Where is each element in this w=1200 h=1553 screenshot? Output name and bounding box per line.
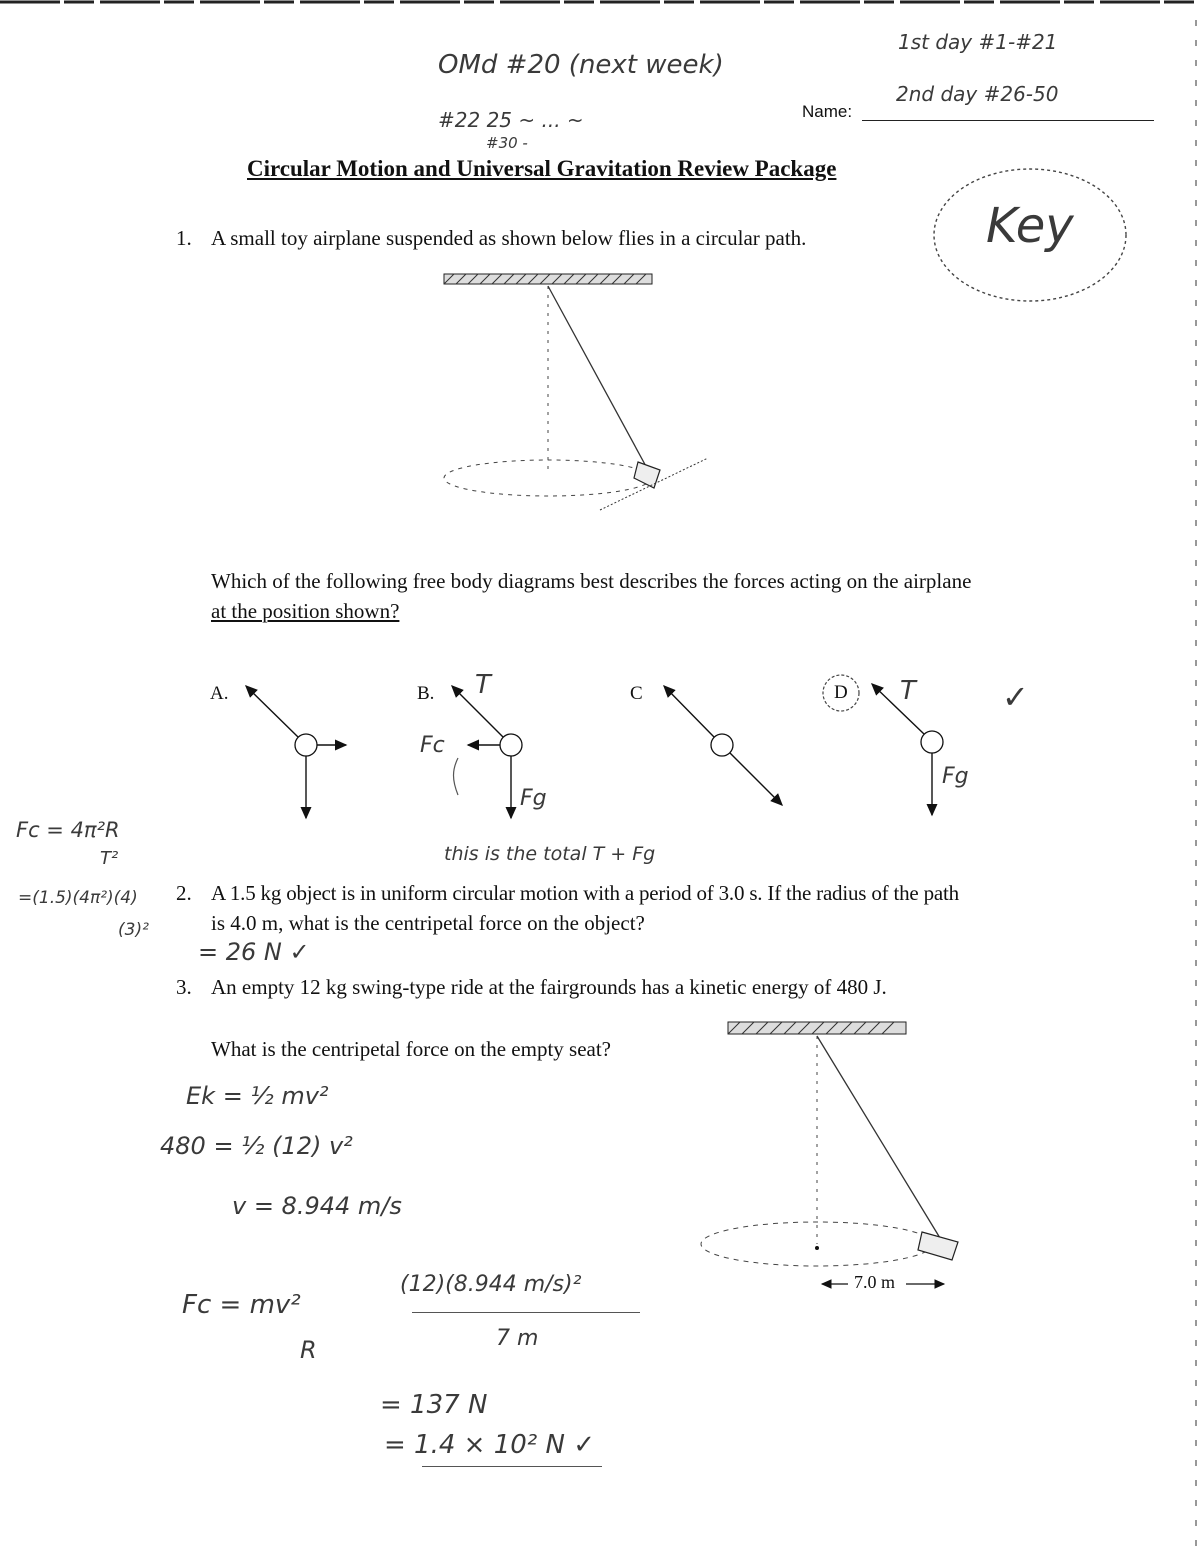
q3-fraction-bar [412, 1312, 640, 1313]
q1-option-a-label: A. [210, 683, 229, 704]
q3-work-line-2: 480 = ½ (12) v² [160, 1132, 353, 1160]
q1-d-hand-fg: Fg [942, 764, 969, 789]
q3-work-line-1: Ek = ½ mv² [186, 1082, 329, 1110]
q2-margin-work-1: Fc = 4π²R [16, 818, 120, 842]
q3-work-fc-denominator: R [300, 1336, 317, 1364]
q3-work-result-2: = 1.4 × 10² N ✓ [384, 1430, 595, 1460]
q2-margin-work-2: T² [100, 848, 119, 869]
hand-note-top-center-3: #30 - [486, 134, 528, 152]
q3-work-line-3: v = 8.944 m/s [232, 1192, 402, 1220]
q3-prompt: What is the centripetal force on the empty seat? [211, 1037, 611, 1061]
q1-hand-note-below: this is the total T + Fg [444, 843, 656, 865]
q3-text: An empty 12 kg swing-type ride at the fairgrounds has a kinetic energy of 480 J. [211, 975, 887, 999]
q1-b-hand-t: T [475, 670, 491, 700]
q2-text-line2: is 4.0 m, what is the centripetal force on the object? [211, 911, 645, 935]
hand-note-top-center-1: OMd #20 (next week) [438, 50, 724, 80]
q3-work-denominator: 7 m [496, 1326, 539, 1351]
q1-number: 1. [176, 226, 192, 250]
q2-hand-answer: = 26 N ✓ [198, 938, 310, 966]
q3-radius-label: 7.0 m [854, 1272, 896, 1292]
key-label: Key [986, 198, 1074, 254]
q1-b-hand-fg: Fg [520, 786, 547, 811]
hand-note-top-center-2: #22 25 ~ ... ~ [438, 108, 584, 132]
q2-text-line1: A 1.5 kg object is in uniform circular motion with a period of 3.0 s. If the radius of the path [211, 881, 959, 905]
q1-option-c-label: C [630, 683, 643, 704]
q1-d-check-mark: ✓ [1002, 678, 1029, 716]
q2-number: 2. [176, 881, 192, 905]
q1-option-b-label: B. [417, 683, 435, 704]
q1-d-hand-t: T [900, 676, 916, 706]
page-title: Circular Motion and Universal Gravitation Review Package [247, 156, 837, 181]
q3-answer-underline [422, 1466, 602, 1467]
hand-note-top-right-2: 2nd day #26-50 [896, 82, 1059, 106]
q3-work-fc-formula: Fc = mv² [182, 1290, 301, 1320]
q1-prompt-line1: Which of the following free body diagrams best describes the forces acting on the airplane [211, 569, 972, 593]
q3-work-result-1: = 137 N [380, 1390, 488, 1420]
q1-option-d-label: D [834, 682, 848, 703]
q1-text: A small toy airplane suspended as shown below flies in a circular path. [211, 226, 807, 250]
q2-margin-work-3: =(1.5)(4π²)(4) [18, 888, 138, 908]
q1-prompt-line2: at the position shown? [211, 599, 400, 623]
hand-note-top-right-1: 1st day #1-#21 [898, 30, 1058, 54]
q3-work-numerator: (12)(8.944 m/s)² [400, 1272, 582, 1297]
q3-number: 3. [176, 975, 192, 999]
q2-margin-work-4: (3)² [118, 920, 149, 940]
q1-b-hand-fc: Fc [420, 733, 445, 758]
name-label: Name: [802, 102, 853, 121]
